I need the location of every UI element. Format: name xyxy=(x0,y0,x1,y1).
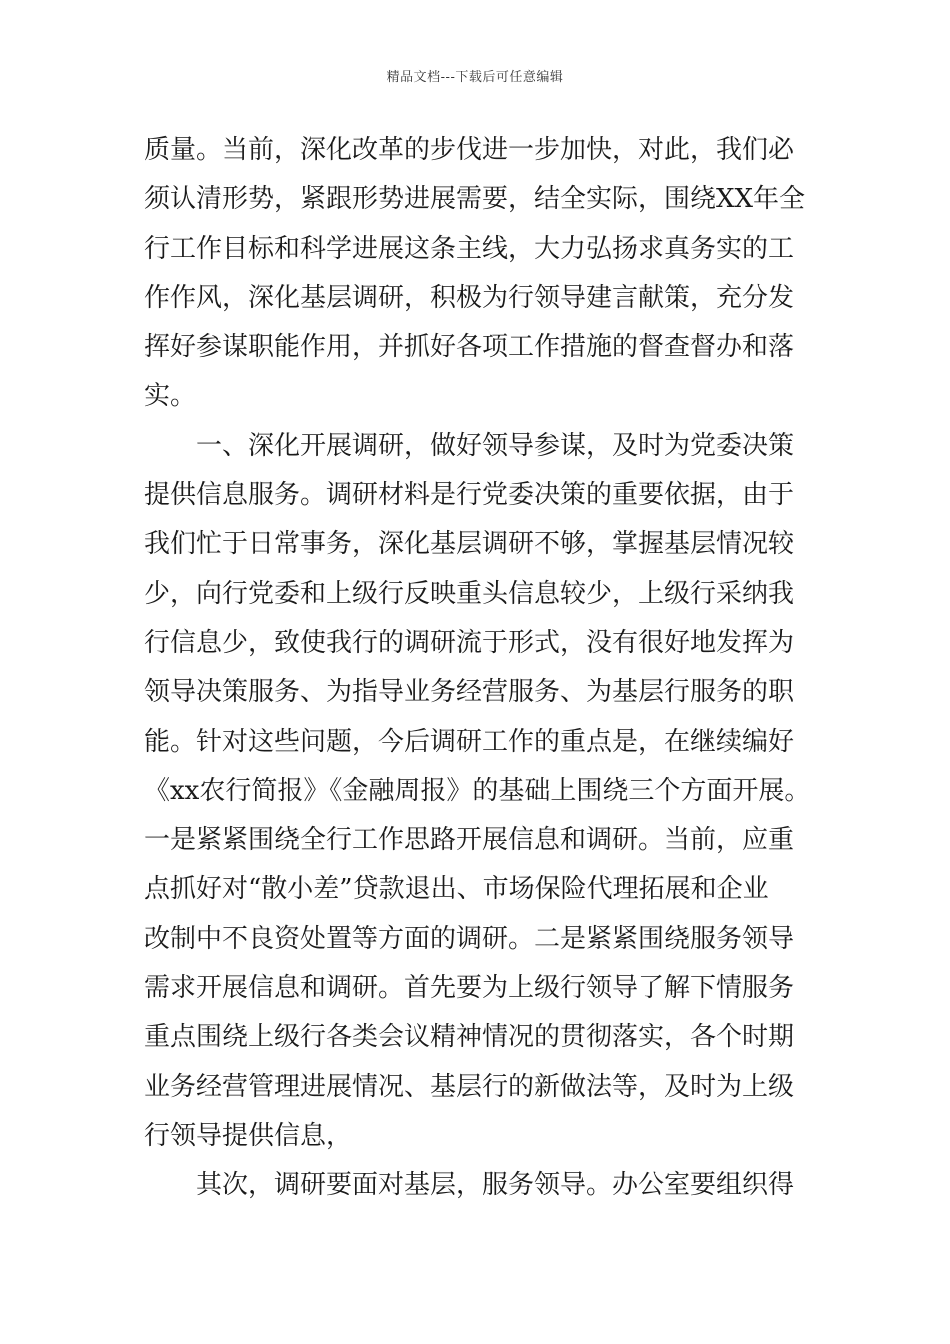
text-line: 《xx农行简报》《金融周报》的基础上围绕三个方面开展。 xyxy=(144,775,811,806)
text-line: 质量。当前，深化改革的步伐进一步加快，对此，我们必 xyxy=(144,135,795,165)
text-line: 我们忙于日常事务，深化基层调研不够，掌握基层情况较 xyxy=(144,529,795,560)
text-line: 其次，调研要面对基层，服务领导。办公室要组织得 xyxy=(196,1170,795,1201)
paragraph xyxy=(144,126,816,422)
text-line: 能。针对这些问题，今后调研工作的重点是，在继续编好 xyxy=(144,726,795,757)
text-line: 作作风，深化基层调研，积极为行领导建言献策，充分发 xyxy=(144,282,795,313)
text-line: 提供信息服务。调研材料是行党委决策的重要依据，由于 xyxy=(144,480,795,511)
text-line: 挥好参谋职能作用，并抓好各项工作措施的督查督办和落 xyxy=(144,332,795,363)
text-line: 行领导提供信息， xyxy=(144,1120,353,1151)
text-line: 业务经营管理进展情况、基层行的新做法等，及时为上级 xyxy=(144,1071,795,1102)
text-line: 一、深化开展调研，做好领导参谋，及时为党委决策 xyxy=(196,430,795,461)
text-line: 领导决策服务、为指导业务经营服务、为基层行服务的职 xyxy=(144,677,795,708)
text-line: 需求开展信息和调研。首先要为上级行领导了解下情服务 xyxy=(144,973,795,1004)
text-line: 行信息少，致使我行的调研流于形式，没有很好地发挥为 xyxy=(144,627,795,658)
paragraph xyxy=(144,1161,816,1210)
text-line: 须认清形势，紧跟形势进展需要，结全实际，围绕XX年全 xyxy=(144,184,806,215)
paragraph xyxy=(144,422,816,1161)
document-body xyxy=(144,126,816,1211)
text-line: 改制中不良资处置等方面的调研。二是紧紧围绕服务领导 xyxy=(144,923,795,954)
text-line: 点抓好对“散小差”贷款退出、市场保险代理拓展和企业 xyxy=(144,874,769,905)
text-line: 重点围绕上级行各类会议精神情况的贯彻落实，各个时期 xyxy=(144,1022,795,1053)
text-line: 行工作目标和科学进展这条主线，大力弘扬求真务实的工 xyxy=(144,233,795,264)
text-line: 实。 xyxy=(144,381,197,412)
text-line: 少，向行党委和上级行反映重头信息较少，上级行采纳我 xyxy=(144,578,795,609)
text-line: 一是紧紧围绕全行工作思路开展信息和调研。当前，应重 xyxy=(144,825,795,856)
page-header: 精品文档---下载后可任意编辑 xyxy=(386,70,564,85)
